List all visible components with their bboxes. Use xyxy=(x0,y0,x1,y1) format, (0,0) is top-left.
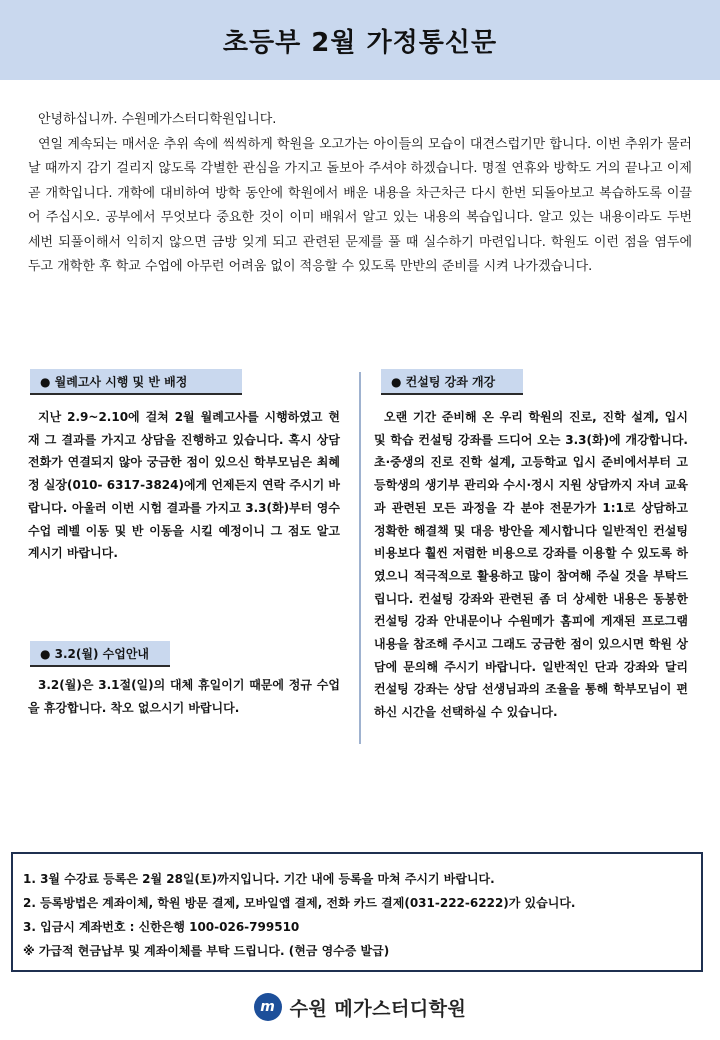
academy-name: 수원 메가스터디학원 xyxy=(289,997,467,1020)
intro-greeting: 안녕하십니까. 수원메가스터디학원입니다. xyxy=(38,112,277,127)
registration-notice-box xyxy=(11,852,703,972)
intro-letter xyxy=(28,108,692,280)
notice-line-3: 3. 입금시 계좌번호 : 신한은행 100-026-799510 xyxy=(23,920,300,934)
footer-logo xyxy=(0,990,720,1024)
consulting-section-heading: ● 컨설팅 강좌 개강 xyxy=(381,369,523,395)
class-section-heading: ● 3.2(월) 수업안내 xyxy=(30,641,170,667)
exam-section-heading: ● 월례고사 시행 및 반 배정 xyxy=(30,369,242,395)
page-title: 초등부 2월 가정통신문 xyxy=(222,28,498,58)
notice-line-1: 1. 3월 수강료 등록은 2월 28일(토)까지입니다. 기간 내에 등록을 마쳐 주시기 바랍니다. xyxy=(23,872,495,886)
intro-body: 연일 계속되는 매서운 추위 속에 씩씩하게 학원을 오고가는 아이들의 모습이 대견스럽기만 합니다. 이번 추위가 물러날 때까지 감기 걸리지 않도록 각별한 관심을 가지고 돌보아 주셔야 하겠습니다. 명절 연휴와 방학도 거의 끝나고 이제 곧 개학입니다. 개학에 대비하여 방학 동안에 학원에서 배운 내용을 차근차근 다시 한번 되돌아보고 복습하도록 이끌어 주십시오. 공부에서 무엇보다 중요한 것이 이미 배워서 알고 있는 내용의 복습입니다. 알고 있는 내용이라도 두번 세번 되풀이해서 익히지 않으면 금방 잊게 되고 관련된 문제를 풀 때 실수하기 마련입니다. 학원도 이런 점을 염두에 두고 개학한 후 학교 수업에 아무런 어려움 없이 적응할 수 있도록 만반의 준비를 시켜 나가겠습니다. xyxy=(28,136,692,274)
academy-logo-icon: m xyxy=(254,993,282,1021)
exam-section-text: 지난 2.9~2.10에 걸쳐 2월 월례고사를 시행하였고 현재 그 결과를 가지고 상담을 진행하고 있습니다. 혹시 상담 전화가 연결되지 않아 궁금한 점이 있으신 학부모님은 최혜정 실장(010- 6317-3824)에게 언제든지 연락 주시기 바랍니다. 아울러 이번 시험 결과를 가지고 3.3(화)부터 영수 수업 레벨 이동 및 반 이동을 시킬 예정이니 그 점도 알고 계시기 바랍니다. xyxy=(28,410,340,561)
column-divider xyxy=(359,372,361,744)
consulting-section-body xyxy=(374,406,688,724)
title-banner xyxy=(0,0,720,80)
exam-section-body xyxy=(28,406,340,565)
class-section-text: 3.2(월)은 3.1절(일)의 대체 휴일이기 때문에 정규 수업을 휴강합니다. 착오 없으시기 바랍니다. xyxy=(28,678,340,715)
notice-line-2: 2. 등록방법은 계좌이체, 학원 방문 결제, 모바일앱 결제, 전화 카드 결제(031-222-6222)가 있습니다. xyxy=(23,896,576,910)
notice-line-4: ※ 가급적 현금납부 및 계좌이체를 부탁 드립니다. (현금 영수증 발급) xyxy=(23,944,390,958)
class-section-body xyxy=(28,674,340,719)
consulting-section-text: 오랜 기간 준비해 온 우리 학원의 진로, 진학 설계, 입시 및 학습 컨설팅 강좌를 드디어 오는 3.3(화)에 개강합니다. 초·중생의 진로 진학 설계, 고등학교 입시 준비에서부터 고등학생의 생기부 관리와 수시·정시 지원 상담까지 자녀 교육과 관련된 모든 과정을 각 분야 전문가가 1:1로 상담하고 정확한 해결책 및 대응 방안을 제시합니다 일반적인 컨설팅 비용보다 훨씬 저렴한 비용으로 강좌를 이용할 수 있도록 하였으니 적극적으로 활용하고 많이 참여해 주실 것을 부탁드립니다. 컨설팅 강좌와 관련된 좀 더 상세한 내용은 동봉한 컨설팅 강좌 안내문이나 수원메가 홈피에 게재된 프로그램 내용을 참조해 주시고 그래도 궁금한 점이 있으시면 학원 상담에 문의해 주시기 바랍니다. 일반적인 단과 강좌와 달리 컨설팅 강좌는 상담 선생님과의 조율을 통해 학부모님이 편하신 시간을 선택하실 수 있습니다. xyxy=(374,410,688,720)
